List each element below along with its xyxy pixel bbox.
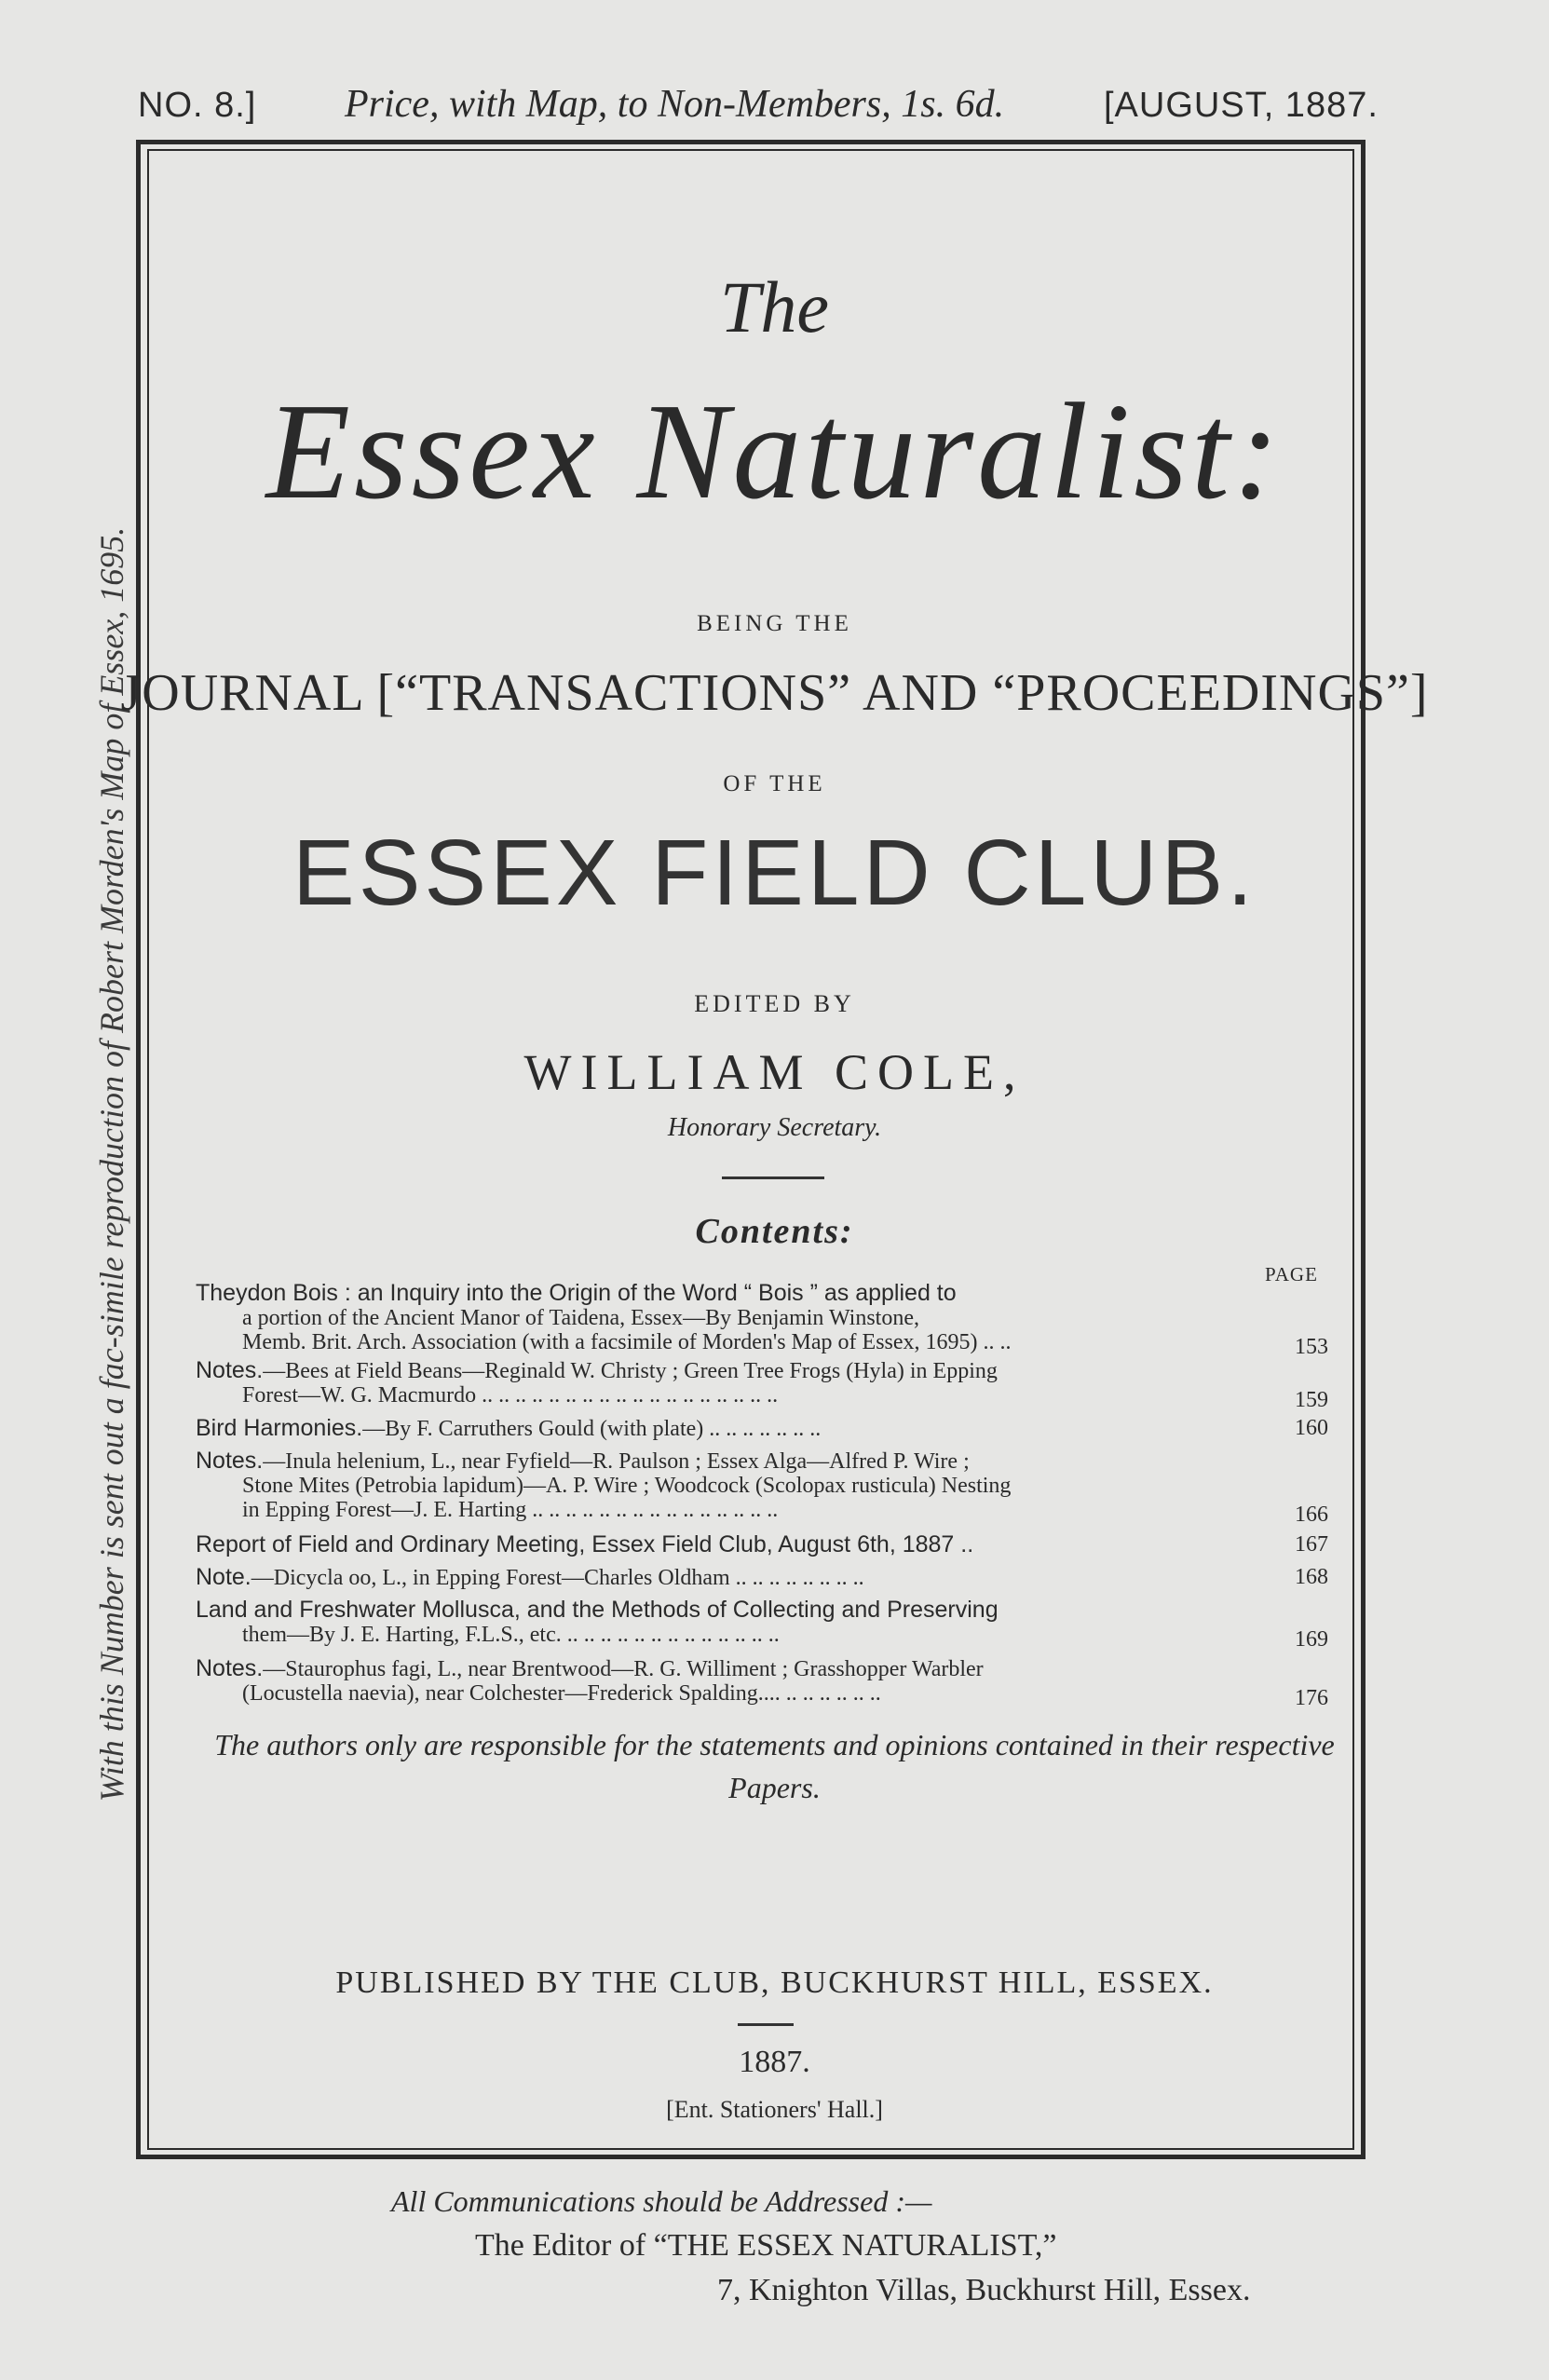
- page-column-label: PAGE: [1265, 1263, 1318, 1285]
- editor-name: WILLIAM COLE,: [523, 1044, 1026, 1100]
- contents-heading: Contents:: [695, 1212, 854, 1251]
- entry-title: Notes.: [196, 1357, 264, 1383]
- subtitle-of-the: OF THE: [723, 771, 826, 796]
- contents-entry: [196, 1415, 1328, 1441]
- journal-title: Essex Naturalist:: [265, 375, 1284, 528]
- entry-title: Land and Freshwater Mollusca, and the Methods of Collecting and Preserving: [196, 1597, 999, 1623]
- contents-entry: [196, 1655, 1328, 1710]
- entry-line: —Dicycla oo, L., in Epping Forest—Charles Oldham .. .. .. .. .. .. .. ..: [251, 1566, 864, 1590]
- subtitle-being: BEING THE: [697, 611, 852, 636]
- entry-title: Theydon Bois : an Inquiry into the Origin of the Word “ Bois ” as applied to: [196, 1280, 957, 1306]
- contents-entry: [196, 1597, 1328, 1652]
- entry-line: (Locustella naevia), near Colchester—Frederick Spalding.... .. .. .. .. .. ..: [242, 1681, 881, 1706]
- price-line: Price, with Map, to Non-Members, 1s. 6d.: [345, 83, 1005, 126]
- contents-entry: [196, 1531, 1328, 1557]
- entry-page: 169: [1295, 1627, 1328, 1652]
- contents-entry: [196, 1280, 1328, 1359]
- entered-note: [Ent. Stationers' Hall.]: [666, 2096, 883, 2123]
- entry-line: Forest—W. G. Macmurdo .. .. .. .. .. .. .. .. .. .. .. .. .. .. .. .. .. ..: [242, 1383, 779, 1408]
- entry-line: Memb. Brit. Arch. Association (with a facsimile of Morden's Map of Essex, 1695) .. ..: [242, 1330, 1012, 1354]
- entry-page: 160: [1295, 1416, 1328, 1440]
- entry-line: them—By J. E. Harting, F.L.S., etc. .. .. .. .. .. .. .. .. .. .. .. .. ..: [242, 1623, 780, 1647]
- edited-by: EDITED BY: [694, 990, 855, 1017]
- issue-date: [AUGUST, 1887.: [1104, 86, 1379, 125]
- communications-address: 7, Knighton Villas, Buckhurst Hill, Essex.: [717, 2273, 1251, 2307]
- entry-page: 159: [1295, 1388, 1328, 1412]
- entry-title: Notes.: [196, 1448, 264, 1474]
- club-name: ESSEX FIELD CLUB.: [292, 821, 1257, 925]
- contents-entry: [196, 1448, 1328, 1527]
- entry-line: —Inula helenium, L., near Fyfield—R. Paulson ; Essex Alga—Alfred P. Wire ;: [263, 1449, 970, 1474]
- entry-line: in Epping Forest—J. E. Harting .. .. .. .. .. .. .. .. .. .. .. .. .. .. ..: [242, 1498, 779, 1522]
- subtitle-journal: JOURNAL [“TRANSACTIONS” AND “PROCEEDINGS”]: [120, 664, 1429, 722]
- publisher-line: PUBLISHED BY THE CLUB, BUCKHURST HILL, ESSEX.: [335, 1965, 1214, 2000]
- contents-entry: [196, 1564, 1328, 1590]
- contents-entry: [196, 1357, 1328, 1412]
- entry-title: Report of Field and Ordinary Meeting, Essex Field Club, August 6th, 1887 ..: [196, 1531, 974, 1557]
- entry-line: Stone Mites (Petrobia lapidum)—A. P. Wire ; Woodcock (Scolopax rusticula) Nesting: [242, 1474, 1012, 1498]
- entry-page: 167: [1295, 1532, 1328, 1557]
- entry-line: —Staurophus fagi, L., near Brentwood—R. G. Williment ; Grasshopper Warbler: [263, 1657, 984, 1681]
- disclaimer: The authors only are responsible for the statements and opinions contained in their respective Papers.: [214, 1728, 1335, 1804]
- entry-title: Note.: [196, 1564, 251, 1590]
- entry-page: 168: [1295, 1565, 1328, 1589]
- divider: [738, 2023, 794, 2026]
- entry-title: Notes.: [196, 1655, 264, 1681]
- entry-line: —By F. Carruthers Gould (with plate) .. .. .. .. .. .. ..: [362, 1417, 822, 1441]
- publication-year: 1887.: [739, 2045, 810, 2079]
- title-the: The: [720, 266, 829, 347]
- divider: [722, 1176, 824, 1179]
- entry-page: 153: [1295, 1335, 1328, 1359]
- editor-role: Honorary Secretary.: [667, 1113, 882, 1142]
- entry-page: 166: [1295, 1503, 1328, 1527]
- entry-page: 176: [1295, 1686, 1328, 1710]
- entry-title: Bird Harmonies.: [196, 1415, 363, 1441]
- communications-editor: The Editor of “THE ESSEX NATURALIST,”: [475, 2228, 1057, 2263]
- entry-line: —Bees at Field Beans—Reginald W. Christy ; Green Tree Frogs (Hyla) in Epping: [263, 1359, 998, 1383]
- entry-line: a portion of the Ancient Manor of Taidena, Essex—By Benjamin Winstone,: [242, 1306, 919, 1330]
- side-note: With this Number is sent out a fac-simile reproduction of Robert Morden's Map of Essex, 1695.: [93, 526, 130, 1802]
- issue-number: NO. 8.]: [138, 86, 257, 125]
- communications-heading: All Communications should be Addressed :—: [391, 2184, 932, 2218]
